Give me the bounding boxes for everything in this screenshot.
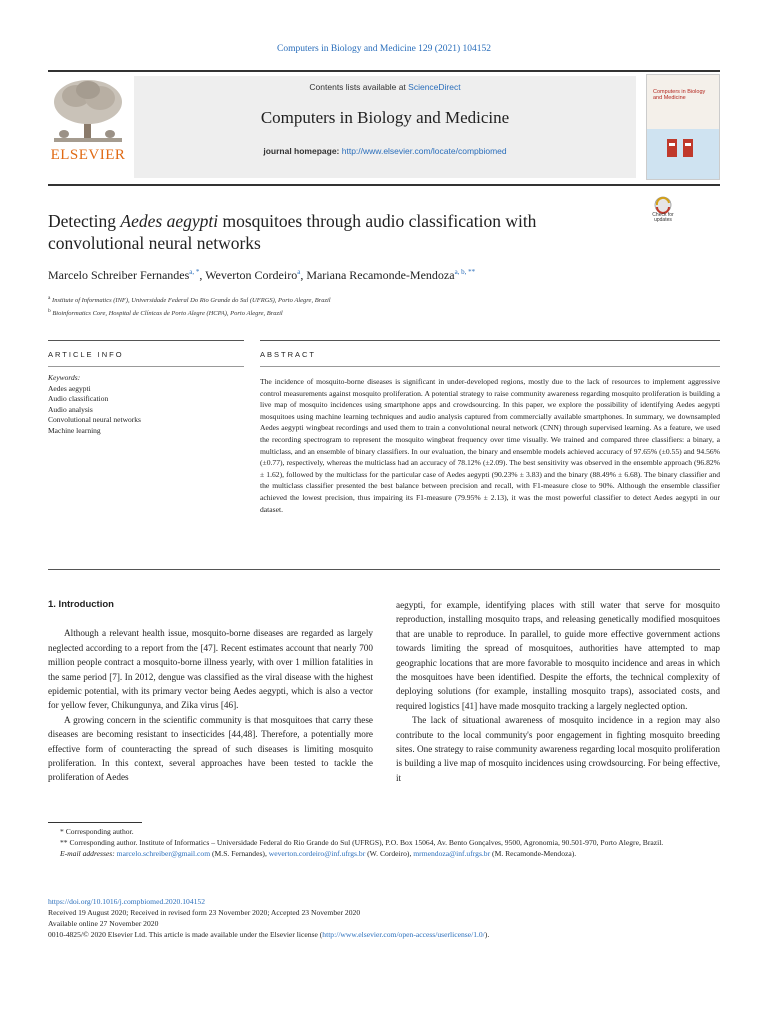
article-info-heading: ARTICLE INFO bbox=[48, 350, 124, 359]
keyword-item: Machine learning bbox=[48, 425, 101, 435]
footnote-divider bbox=[48, 822, 142, 823]
cover-art bbox=[647, 129, 719, 179]
body-column-left bbox=[48, 598, 373, 785]
keyword-item: Audio classification bbox=[48, 394, 109, 403]
email-link[interactable]: mrmendoza@inf.ufrgs.br bbox=[413, 849, 491, 858]
journal-citation[interactable]: Computers in Biology and Medicine 129 (2021) 104152 bbox=[277, 44, 491, 54]
doi-link[interactable]: https://doi.org/10.1016/j.compbiomed.2020.104152 bbox=[48, 897, 206, 906]
email-owner: (M.S. Fernandes), bbox=[210, 849, 269, 858]
sciencedirect-link[interactable]: ScienceDirect bbox=[408, 82, 461, 92]
elsevier-logo[interactable] bbox=[48, 76, 128, 174]
affiliation-mark: a bbox=[48, 295, 51, 301]
article-title bbox=[48, 210, 608, 254]
author-name: Weverton Cordeiro bbox=[205, 268, 298, 282]
email-owner: (W. Cordeiro), bbox=[365, 849, 414, 858]
homepage-link[interactable]: http://www.elsevier.com/locate/compbiomed bbox=[341, 146, 507, 156]
affiliation-text: Bioinformatics Core, Hospital de Clínicas de Porto Alegre (HCPA), Porto Alegre, Brazil bbox=[52, 310, 283, 318]
check-updates-label: Check for updates bbox=[652, 212, 674, 224]
author-list: Marcelo Schreiber Fernandes$^{a, *}$, Weverton Cordeiro$^a$, Mariana Recamonde-Mendoza$^{a, b, **}$ bbox=[48, 268, 476, 282]
body-column-right bbox=[396, 598, 720, 785]
author-name: Mariana Recamonde-Mendoza bbox=[306, 268, 455, 282]
keywords-block bbox=[48, 373, 244, 436]
title-pre: Detecting bbox=[48, 211, 121, 231]
publication-info bbox=[48, 896, 720, 940]
contents-line bbox=[134, 82, 636, 92]
abstract-text: The incidence of mosquito-borne diseases is significant in under-developed regions, mostly due to the lack of resources to implement aggressive control measurements against mosquito proliferation. A potential strategy to raise community awareness regarding mosquito proliferation is building a live map of mosquito incidences using smartphone apps and crowdsourcing. In this paper, we explore the possibility of identifying Aedes aegypti mosquitoes using machine learning techniques and audio analysis captured from commercially available smartphones. In summary, we downsampled Aedes aegypti wingbeat recordings and used them to train a convolutional neural network (CNN) through supervised learning. As a feature, we used the recording spectrogram to represent the mosquito wingbeat frequency over time visually. We trained and compared three classifiers: a binary, a multiclass, and an ensemble of binary classifiers. In our evaluation, the binary and ensemble models achieved accuracy of 97.65% (±0.55) and 94.56% (±0.77), respectively, whereas the multiclass had an accuracy of 78.12% (±2.09). The best sensitivity was observed in the ensemble approach (96.82% ± 1.62), followed by the multiclass for the particular case of Aedes aegypti (90.23% ± 3.83) and the binary (88.49% ± 6.68). The binary classifier and the multiclass classifier presented the best balance between precision and recall, with F1-measure close to 90%. Although the ensemble classifier achieved the lowest precision, thus impairing its F1-measure (79.95% ± 2.13), it was the most powerful classifier to detect Aedes aegypti in our dataset. bbox=[260, 377, 720, 514]
email-link[interactable]: weverton.cordeiro@inf.ufrgs.br bbox=[268, 849, 366, 858]
affiliation-text: Institute of Informatics (INF), Universidade Federal Do Rio Grande do Sul (UFRGS), Porto Alegre, Brazil bbox=[52, 297, 331, 305]
keywords-heading: Keywords: bbox=[48, 373, 81, 382]
journal-banner bbox=[134, 76, 636, 178]
paragraph: Although a relevant health issue, mosquito-borne diseases are regarded as largely neglected according to a report from the [47]. Recent estimates account that nearly 700 million people contract a mosquito-borne illness yearly, with over 1 million fatalities in the same period [7]. In 2012, dengue was classified as the viral disease with the highest epidemic potential, with its primary vector being Aedes aegypti, which is also a vector for yellow fever, Chikungunya, and Zika virus [46]. bbox=[48, 628, 373, 711]
contents-prefix: Contents lists available at bbox=[309, 82, 409, 92]
footnotes bbox=[48, 826, 720, 859]
divider bbox=[260, 366, 720, 367]
cover-graphic-icon bbox=[647, 129, 719, 179]
footnote: * Corresponding author. bbox=[60, 827, 134, 836]
email-owner: (M. Recamonde-Mendoza). bbox=[490, 849, 577, 858]
divider bbox=[48, 340, 244, 341]
email-label: E-mail addresses: bbox=[60, 849, 115, 858]
license-line bbox=[48, 929, 720, 940]
paragraph: aegypti, for example, identifying places with still water that serve for mosquito reproduction, installing mosquito traps, and releasing genetically modified mosquitoes that are unable to reproduce. In parallel, to guide more effective government actions towards limiting the spread of mosquitoes, authorities have attempted to map geographic locations that are more favorable to mosquito incidence and areas in which the mosquitoes have been identified. Despite the efforts, the technical complexity of deploying solutions (for example, installing mosquito traps), associated costs, and required logistics [41] have made mosquito tracking a largely neglected option. bbox=[396, 600, 720, 711]
title-species: Aedes aegypti bbox=[120, 211, 219, 231]
author-marks[interactable]: a, * bbox=[189, 268, 200, 276]
email-link[interactable]: marcelo.schreiber@gmail.com bbox=[116, 849, 211, 858]
license-text: 0010-4825/© 2020 Elsevier Ltd. This article is made available under the Elsevier license ( bbox=[48, 930, 323, 939]
divider bbox=[48, 366, 244, 367]
journal-title: Computers in Biology and Medicine bbox=[260, 108, 510, 127]
email-footnote bbox=[48, 848, 720, 859]
affiliation bbox=[48, 306, 668, 319]
paragraph: The lack of situational awareness of mosquito incidence in a region may also contribute to the local community's poor engagement in fighting mosquito breeding sites. One strategy to raise community awareness regarding local mosquito proliferation is building a live map of mosquito incidences using crowdsourcing. For being effective, it bbox=[396, 715, 720, 783]
affiliation bbox=[48, 293, 668, 306]
affiliations bbox=[48, 293, 668, 319]
divider bbox=[260, 340, 720, 341]
paragraph: A growing concern in the scientific community is that mosquitoes that carry these diseases are becoming resistant to insecticides [44,48]. Therefore, a potentially more effective form of counteracting the spread of such diseases is limiting mosquito proliferation. In this context, several approaches have been tested to tackle the proliferation of Aedes bbox=[48, 714, 373, 783]
divider bbox=[48, 569, 720, 570]
affiliation-mark: b bbox=[48, 308, 51, 315]
title-post: mosquitoes through audio classification with convolutional neural networks bbox=[48, 211, 537, 253]
keyword-item: Convolutional neural networks bbox=[48, 415, 141, 424]
keyword-item: Aedes aegypti bbox=[48, 383, 91, 393]
abstract-heading: ABSTRACT bbox=[260, 350, 317, 359]
keyword-item: Audio analysis bbox=[48, 404, 93, 414]
author-marks[interactable]: a bbox=[297, 268, 301, 276]
journal-cover-thumbnail[interactable] bbox=[646, 74, 720, 180]
homepage-label: journal homepage: bbox=[263, 146, 342, 156]
elsevier-tree-icon bbox=[48, 76, 128, 148]
footnote: ** Corresponding author. Institute of Informatics – Universidade Federal do Rio Grande do Sul (UFRGS), P.O. Box 15064, Av. Bento Gonçalves, 9500, Agronomia, 90.501-970, Porto Alegre, Brazil. bbox=[60, 838, 664, 847]
author-marks[interactable]: a, b, ** bbox=[454, 268, 476, 276]
keywords-list bbox=[48, 384, 244, 437]
elsevier-wordmark: ELSEVIER bbox=[50, 147, 126, 163]
homepage-line bbox=[134, 146, 636, 156]
online-date: Available online 27 November 2020 bbox=[48, 919, 159, 928]
cover-title: Computers in Biology and Medicine bbox=[653, 89, 706, 102]
license-link[interactable]: http://www.elsevier.com/open-access/userlicense/1.0/ bbox=[322, 930, 485, 939]
journal-header bbox=[48, 70, 720, 186]
section-heading: 1. Introduction bbox=[48, 599, 114, 610]
received-dates: Received 19 August 2020; Received in revised form 23 November 2020; Accepted 23 November 2020 bbox=[48, 908, 361, 917]
license-text-end: ). bbox=[484, 930, 490, 939]
author-name: Marcelo Schreiber Fernandes bbox=[48, 268, 190, 282]
